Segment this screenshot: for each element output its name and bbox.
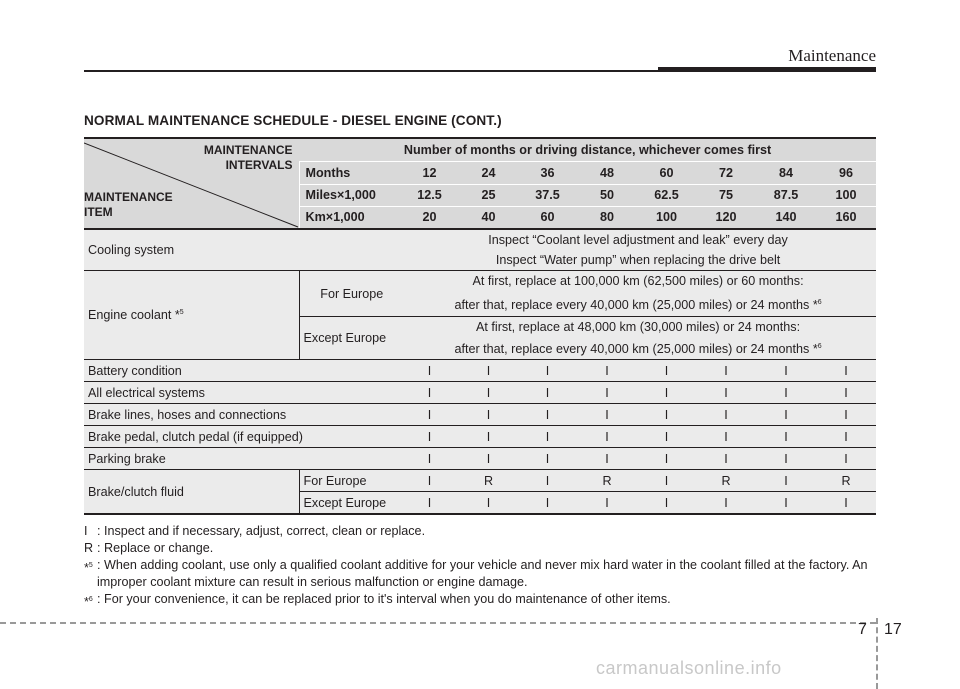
months-cell: 72 (718, 165, 733, 180)
row-item: Brake pedal, clutch pedal (if equipped) (84, 426, 400, 448)
interval-mark: I (400, 470, 459, 492)
interval-mark: I (816, 382, 876, 404)
coolant-europe-schedule: At first, replace at 100,000 km (62,500 miles) or 60 months: after that, replace every 40,000 km (25,000 miles) or 24 months *$^6$ (400, 271, 876, 317)
interval-mark: I (816, 404, 876, 426)
row-item: Brake lines, hoses and connections (84, 404, 400, 426)
months-label: Months (299, 162, 400, 184)
interval-mark: I (696, 492, 756, 514)
header-rule-thick (658, 67, 876, 72)
interval-mark: I (459, 404, 518, 426)
km-cell: 120 (696, 206, 756, 229)
km-cell: 80 (577, 206, 637, 229)
interval-mark: I (400, 360, 459, 382)
interval-mark: I (637, 426, 696, 448)
miles-cell: 12.5 (417, 188, 442, 203)
interval-mark: I (696, 426, 756, 448)
km-cell: 100 (637, 206, 696, 229)
coolant-except-schedule: At first, replace at 48,000 km (30,000 miles) or 24 months: after that, replace every 40,000 km (25,000 miles) or 24 months *$^6$ (400, 317, 876, 360)
table-row (84, 404, 876, 426)
interval-mark: I (577, 404, 637, 426)
interval-mark: I (518, 382, 577, 404)
months-cell: 24 (481, 165, 496, 180)
interval-mark: I (400, 448, 459, 470)
row-item: Cooling system (84, 229, 400, 271)
interval-mark: I (577, 448, 637, 470)
row-item: Engine coolant *$^5$ (84, 271, 299, 360)
interval-mark: R (816, 470, 876, 492)
interval-mark: R (459, 470, 518, 492)
interval-mark: I (756, 404, 816, 426)
table-row (84, 448, 876, 470)
footnote: *$^6$ : For your convenience, it can be replaced prior to it's interval when you do maintenance of other items. (84, 592, 671, 610)
interval-mark: I (756, 492, 816, 514)
interval-mark: I (518, 470, 577, 492)
km-label: Km×1,000 (299, 206, 400, 229)
row-subitem: For Europe (299, 271, 400, 317)
row-item: All electrical systems (84, 382, 400, 404)
row-item: Parking brake (84, 448, 400, 470)
interval-mark: I (459, 382, 518, 404)
km-cell: 40 (459, 206, 518, 229)
interval-mark: I (696, 360, 756, 382)
months-cell: 84 (778, 165, 793, 180)
watermark: carmanualsonline.info (596, 658, 782, 678)
intervals-label: MAINTENANCE INTERVALS (203, 143, 293, 172)
header-corner-cell (84, 138, 299, 229)
table-row (84, 426, 876, 448)
row-item: Brake/clutch fluid (84, 470, 299, 514)
km-cell: 20 (400, 206, 459, 229)
interval-mark: I (756, 448, 816, 470)
km-cell: 140 (756, 206, 816, 229)
row-item: Battery condition (84, 360, 400, 382)
interval-mark: I (816, 448, 876, 470)
interval-mark: I (518, 448, 577, 470)
table-row (84, 360, 876, 382)
miles-cell: 75 (718, 188, 733, 203)
interval-mark: I (577, 382, 637, 404)
interval-mark: I (637, 492, 696, 514)
section-title: Maintenance (788, 46, 876, 65)
footnotes (84, 523, 876, 611)
miles-cell: 100 (835, 188, 857, 203)
table-row (84, 229, 876, 271)
interval-mark: I (459, 426, 518, 448)
chapter-number: 7 (858, 621, 867, 638)
interval-mark: I (756, 360, 816, 382)
months-cell: 60 (659, 165, 674, 180)
months-cell: 12 (422, 165, 437, 180)
footnote: I : Inspect and if necessary, adjust, correct, clean or replace. (84, 524, 426, 538)
interval-mark: I (637, 360, 696, 382)
footer-dashed-divider (876, 618, 878, 689)
interval-mark: I (637, 448, 696, 470)
interval-mark: I (400, 404, 459, 426)
interval-mark: I (459, 448, 518, 470)
miles-cell: 25 (481, 188, 496, 203)
row-subitem: Except Europe (299, 317, 400, 360)
interval-mark: I (459, 492, 518, 514)
top-header: Number of months or driving distance, whichever comes first (299, 138, 876, 162)
interval-mark: I (400, 426, 459, 448)
interval-mark: R (577, 470, 637, 492)
interval-mark: I (816, 492, 876, 514)
page-number: 17 (884, 621, 902, 638)
interval-mark: R (696, 470, 756, 492)
item-label: MAINTENANCE ITEM (84, 190, 173, 219)
miles-cell: 87.5 (773, 188, 799, 203)
interval-mark: I (637, 404, 696, 426)
table-row (84, 271, 876, 317)
interval-mark: I (637, 382, 696, 404)
page-heading: NORMAL MAINTENANCE SCHEDULE - DIESEL ENGINE (CONT.) (84, 113, 502, 128)
table-row (84, 382, 876, 404)
months-cell: 48 (599, 165, 614, 180)
maintenance-table (84, 137, 876, 515)
interval-mark: I (518, 404, 577, 426)
interval-mark: I (400, 382, 459, 404)
miles-cell: 50 (599, 188, 614, 203)
interval-mark: I (577, 492, 637, 514)
interval-mark: I (756, 470, 816, 492)
table-row (84, 470, 876, 492)
miles-label: Miles×1,000 (299, 184, 400, 206)
interval-mark: I (756, 426, 816, 448)
interval-mark: I (816, 360, 876, 382)
interval-mark: I (577, 360, 637, 382)
row-subitem: Except Europe (299, 492, 400, 514)
interval-mark: I (637, 470, 696, 492)
miles-cell: 62.5 (654, 188, 679, 203)
cooling-schedule: Inspect “Coolant level adjustment and leak” every day Inspect “Water pump” when replacing the drive belt (400, 229, 876, 271)
interval-mark: I (577, 426, 637, 448)
row-subitem: For Europe (299, 470, 400, 492)
header-rule (84, 70, 658, 72)
interval-mark: I (696, 448, 756, 470)
interval-mark: I (459, 360, 518, 382)
interval-mark: I (518, 426, 577, 448)
interval-mark: I (518, 492, 577, 514)
interval-mark: I (816, 426, 876, 448)
interval-mark: I (756, 382, 816, 404)
months-cell: 96 (839, 165, 854, 180)
interval-mark: I (696, 404, 756, 426)
interval-mark: I (696, 382, 756, 404)
footnote: R : Replace or change. (84, 541, 214, 555)
footnote: *$^5$ : When adding coolant, use only a qualified coolant additive for your vehicle and never mix hard water in the coolant filled at the factory. An improper coolant mixture can result in serious malfunction or engine damage. (84, 558, 868, 589)
months-cell: 36 (540, 165, 555, 180)
footer-dashed-rule (0, 622, 876, 624)
miles-cell: 37.5 (535, 188, 560, 203)
km-cell: 160 (816, 206, 876, 229)
interval-mark: I (518, 360, 577, 382)
interval-mark: I (400, 492, 459, 514)
km-cell: 60 (518, 206, 577, 229)
